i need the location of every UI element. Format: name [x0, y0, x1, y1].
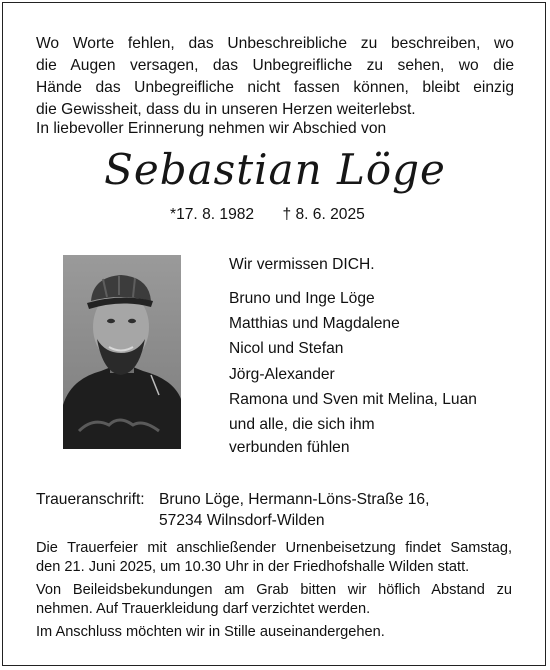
poem-line: Hände das Unbegreifliche nicht fassen können, bleibt einzig: [36, 79, 514, 96]
mourners-closing-line: verbunden fühlen: [229, 439, 350, 457]
note-line: den 21. Juni 2025, um 10.30 Uhr in der Friedhofshalle Wilden statt.: [36, 559, 470, 575]
mourner-name: Jörg-Alexander: [229, 365, 335, 383]
deceased-name: Sebastian Löge: [104, 145, 446, 194]
mourner-name: Ramona und Sven mit Melina, Luan: [229, 390, 477, 408]
address-line: Bruno Löge, Hermann-Löns-Straße 16,: [159, 491, 430, 508]
condolence-note: [36, 581, 512, 619]
mourner-name: Bruno und Inge Löge: [229, 290, 375, 307]
mourner-name: Nicol und Stefan: [229, 340, 344, 358]
address-label: Traueranschrift:: [36, 491, 145, 508]
intro-text: In liebevoller Erinnerung nehmen wir Abschied von: [36, 120, 387, 137]
life-dates: [170, 206, 365, 224]
notes: [36, 539, 512, 646]
poem: [36, 33, 514, 121]
mourner-name: Matthias und Magdalene: [229, 315, 400, 333]
address-line: 57234 Wilnsdorf-Wilden: [159, 512, 325, 529]
poem-line: die Gewissheit, dass du in unseren Herzen weiterlebst.: [36, 101, 416, 118]
portrait-photo: [63, 255, 181, 449]
birth-date: *17. 8. 1982: [170, 206, 255, 223]
note-line: Die Trauerfeier mit anschließender Urnenbeisetzung findet Samstag,: [36, 540, 512, 556]
note-line: Von Beileidsbekundungen am Grab bitten wir höflich Abstand zu: [36, 582, 512, 598]
mourners-heading: Wir vermissen DICH.: [229, 256, 375, 273]
closing-note: Im Anschluss möchten wir in Stille auseinandergehen.: [36, 624, 385, 640]
death-date: † 8. 6. 2025: [282, 206, 365, 223]
mourners-closing-line: und alle, die sich ihm: [229, 416, 375, 434]
funeral-note: [36, 539, 512, 577]
note-line: nehmen. Auf Trauerkleidung darf verzichtet werden.: [36, 601, 371, 617]
mourning-address: [36, 489, 429, 531]
poem-line: Wo Worte fehlen, das Unbeschreibliche zu beschreiben, wo: [36, 35, 514, 52]
mourners-block: [229, 256, 477, 458]
poem-line: die Augen versagen, das Unbegreifliche zu sehen, wo die: [36, 57, 514, 74]
